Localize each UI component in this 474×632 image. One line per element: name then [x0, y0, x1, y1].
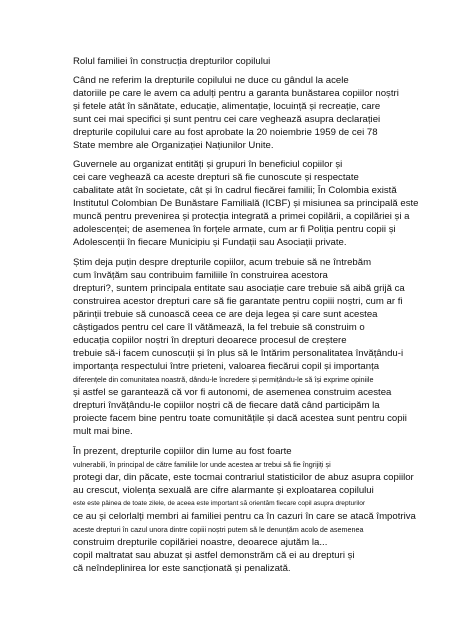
- text-line: În prezent, drepturile copiilor din lume au fost foarte: [73, 446, 292, 457]
- text-line: State membre ale Organizației Națiunilor Unite.: [73, 140, 274, 151]
- text-line: datoriile pe care le avem ca adulți pentru a garanta bunăstarea copiilor noștri: [73, 88, 399, 99]
- text-line: Știm deja puțin despre drepturile copiilor, acum trebuie să ne întrebăm: [73, 257, 372, 268]
- text-line: copil maltratat sau abuzat și astfel demonstrăm că ei au drepturi și: [73, 550, 355, 561]
- text-line: Institutul Colombian De Bunăstare Familială (ICBF) și misiunea sa principală este: [73, 198, 419, 209]
- text-line: câștigados pentru cel care îl vătămează, la fel trebuie să construim o: [73, 322, 365, 333]
- text-line: construirea acestor drepturi care să fie garantate pentru copiii noștri, cum ar fi: [73, 296, 403, 307]
- text-line: mult mai bine.: [73, 426, 133, 437]
- document-title: Rolul familiei în construcția drepturilor copilului: [73, 56, 271, 67]
- text-line: trebuie să-i facem cunoscuții și în plus să le întărim personalitatea învățându-i: [73, 348, 404, 359]
- text-line: și fetele atât în sănătate, educație, alimentație, locuință și recreație, care: [73, 101, 381, 112]
- text-line: importanța respectului între prieteni, valoarea fiecărui copil și importanța: [73, 361, 380, 372]
- text-line: adolescenței; de asemenea în forțele armate, cum ar fi Poliția pentru copii și: [73, 224, 396, 235]
- text-line: educația copiilor noștri în drepturi deoarece procesul de creștere: [73, 335, 347, 346]
- text-line: sunt cei mai specifici și sunt pentru cei care veghează asupra declarației: [73, 114, 381, 125]
- text-line: drepturi?, suntem principala entitate sau asociație care trebuie să aibă grijă ca: [73, 283, 405, 294]
- text-line: diferențele din comunitatea noastră, dându-le încredere și permițându-le să își exprime opiniile: [73, 375, 374, 384]
- text-line: cei care veghează ca aceste drepturi să fie cunoscute și respectate: [73, 172, 359, 183]
- text-line: cum învățăm sau contribuim familiile în construirea acestora: [73, 270, 328, 281]
- text-line: construim drepturile copilăriei noastre, deoarece ajutăm la...: [73, 537, 328, 548]
- text-line: proiecte facem bine pentru toate comunitățile și dacă acestea sunt pentru copii: [73, 413, 407, 424]
- text-line: cabalitate atât în societate, cât și în cadrul fiecărei familii; În Colombia există: [73, 185, 397, 196]
- text-line: Când ne referim la drepturile copilului ne duce cu gândul la acele: [73, 75, 349, 86]
- text-line: ce au și celorlalți membri ai familiei pentru ca în cazuri în care se atacă împotriva: [73, 511, 416, 522]
- text-line: este este pâinea de toate zilele, de aceea este important să orientăm fiecare copil asupra drepturilor: [73, 500, 366, 507]
- text-line: părinții trebuie să cunoască ceea ce are deja legea și care sunt acestea: [73, 309, 378, 320]
- text-line: drepturile copilului care au fost aprobate la 20 noiembrie 1959 de cei 78: [73, 127, 378, 138]
- text-line: aceste drepturi în cazul unora dintre copiii noștri putem să le denunțăm acolo de asemenea: [73, 525, 364, 534]
- text-line: Guvernele au organizat entități și grupuri în beneficiul copiilor și: [73, 159, 343, 170]
- text-line: vulnerabili, în principal de către familiile lor unde acestea ar trebui să fie îngrijiți și: [73, 460, 331, 469]
- text-line: și astfel se garantează că vor fi autonomi, de asemenea construim acestea: [73, 387, 392, 398]
- text-line: Adolescenții în fiecare Municipiu și Fundații sau Asociații private.: [73, 237, 347, 248]
- text-line: au crescut, violența sexuală are cifre alarmante și exploatarea copilului: [73, 485, 374, 496]
- text-line: protegi dar, din păcate, este tocmai contrariul statisticilor de abuz asupra copiilor: [73, 472, 414, 483]
- text-line: muncă pentru prevenirea și protecția integrată a primei copilării, a copilăriei și a: [73, 211, 410, 222]
- text-line: că neîndeplinirea lor este sancționată și penalizată.: [73, 563, 291, 574]
- text-line: drepturi învățându-le copiilor noștri că de fiecare dată când participăm la: [73, 400, 380, 411]
